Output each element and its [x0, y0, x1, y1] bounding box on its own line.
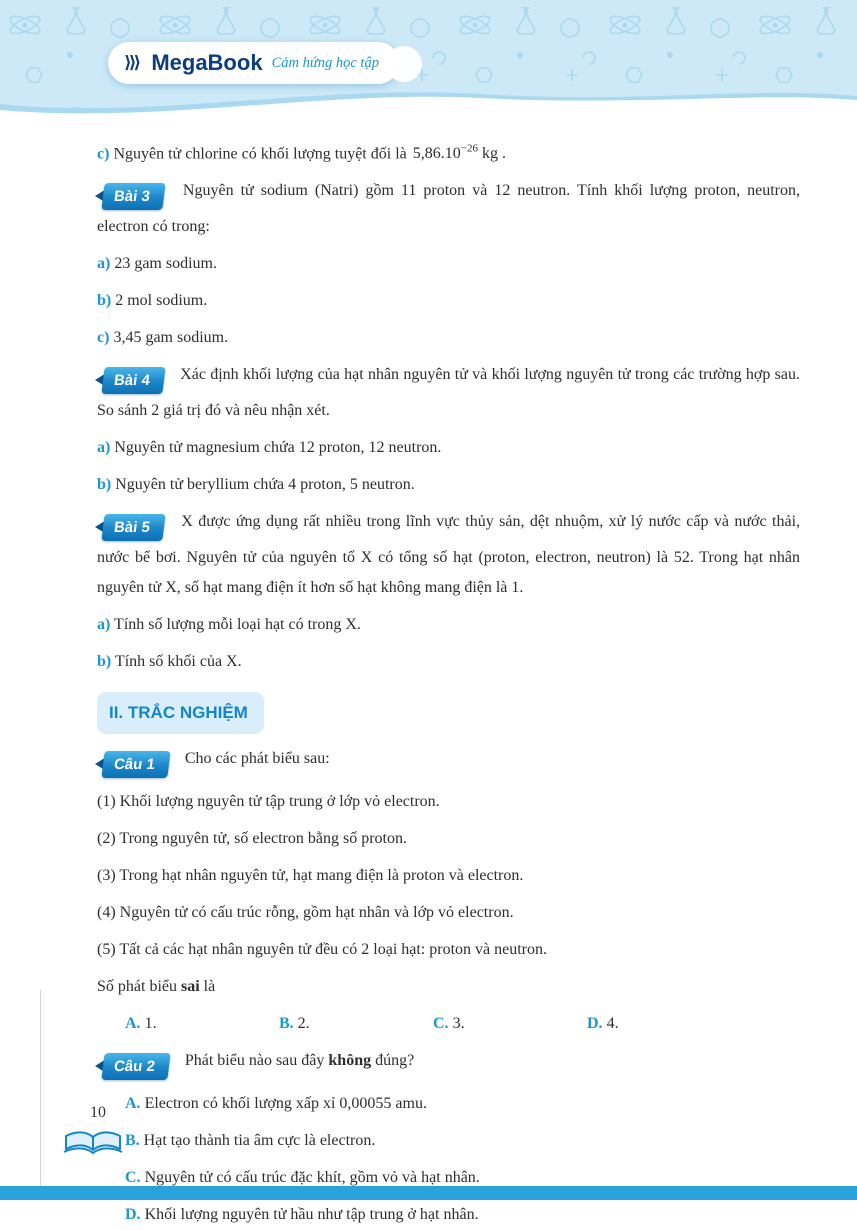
logo-title: MegaBook — [151, 50, 263, 75]
item-label: b) — [97, 476, 112, 494]
badge-cau-1 — [103, 750, 169, 780]
bai4-item-b — [97, 470, 800, 500]
page-header — [0, 0, 857, 122]
cau1-statement-3: (3) Trong hạt nhân nguyên tử, hạt mang điện là proton và electron. — [97, 867, 524, 885]
badge-bai-3 — [103, 182, 164, 212]
item-label: a) — [97, 616, 111, 634]
bold-word-sai: sai — [181, 978, 200, 996]
question-text: Cho các phát biểu sau: — [184, 750, 330, 768]
cau1-options-row — [97, 1009, 800, 1039]
open-book-icon — [62, 1128, 124, 1158]
badge-label: Bài 5 — [101, 514, 165, 541]
item-text: Tính số lượng mỗi loại hạt có trong X. — [114, 616, 361, 634]
item-label: c) — [97, 145, 110, 163]
page-number: 10 — [90, 1104, 106, 1121]
bai3-item-c — [97, 323, 800, 353]
bai5-item-a — [97, 610, 800, 640]
item-text: 23 gam sodium. — [114, 255, 217, 273]
item-c-chlorine — [97, 134, 800, 169]
item-label: c) — [97, 329, 110, 347]
badge-label: Câu 1 — [101, 751, 170, 778]
bai3-item-a — [97, 249, 800, 279]
page-content — [0, 122, 857, 1230]
cau2-option-d: D. Khối lượng nguyên tử hầu như tập trung ở hạt nhân. — [125, 1206, 479, 1224]
bai3-item-b — [97, 286, 800, 316]
exercise-bai4 — [97, 360, 800, 426]
cau1-question-line: Số phát biểu sai là — [97, 978, 216, 996]
option-a: A. 1. — [125, 1015, 157, 1033]
item-label: a) — [97, 439, 111, 457]
logo-tagline: Cảm hứng học tập — [271, 54, 379, 71]
item-text: Nguyên tử magnesium chứa 12 proton, 12 neutron. — [114, 439, 442, 457]
badge-cau-2 — [103, 1052, 169, 1082]
item-text: 3,45 gam sodium. — [113, 329, 229, 347]
item-label: b) — [97, 292, 112, 310]
exercise-text: Xác định khối lượng của hạt nhân nguyên tử và khối lượng nguyên tử trong các trường hợp sau. So sánh 2 giá trị đó và nêu nhận xét. — [97, 366, 801, 420]
megabook-logo — [108, 42, 399, 84]
cau1-statement-2: (2) Trong nguyên tử, số electron bằng số proton. — [97, 830, 407, 848]
option-c: C. 3. — [433, 1015, 465, 1033]
option-b: B. 2. — [279, 1015, 310, 1033]
question-cau1 — [97, 744, 800, 780]
exercise-text: Nguyên tử sodium (Natri) gồm 11 proton và 12 neutron. Tính khối lượng proton, neutron, electron có trong: — [97, 182, 801, 236]
bold-word-khong: không — [328, 1052, 372, 1070]
cau2-option-b: B. Hạt tạo thành tia âm cực là electron. — [125, 1132, 376, 1150]
item-text: 2 mol sodium. — [115, 292, 208, 310]
logo-dot-circle — [386, 46, 422, 82]
logo-chevrons-icon: ⟩⟩⟩ — [124, 53, 139, 73]
mass-value: $5,86.10^{-26}$ kg . — [412, 143, 506, 163]
item-label: a) — [97, 255, 111, 273]
page-crease-line — [40, 990, 41, 1186]
item-text: Nguyên tử beryllium chứa 4 proton, 5 neutron. — [115, 476, 415, 494]
badge-label: Câu 2 — [101, 1053, 170, 1080]
badge-label: Bài 3 — [101, 183, 165, 210]
item-label: b) — [97, 653, 112, 671]
option-d: D. 4. — [587, 1015, 619, 1033]
section-heading-row — [97, 684, 800, 744]
badge-bai-4 — [103, 366, 164, 396]
item-text: Tính số khối của X. — [114, 653, 242, 671]
cau2-option-a: A. Electron có khối lượng xấp xỉ 0,00055 amu. — [125, 1095, 427, 1113]
section-title-trac-nghiem: II. TRẮC NGHIỆM — [97, 692, 264, 734]
cau2-option-c: C. Nguyên tử có cấu trúc đặc khít, gồm vỏ và hạt nhân. — [125, 1169, 480, 1187]
cau1-statement-5: (5) Tất cả các hạt nhân nguyên tử đều có 2 loại hạt: proton và neutron. — [97, 941, 547, 959]
cau1-statement-1: (1) Khối lượng nguyên tử tập trung ở lớp vỏ electron. — [97, 793, 440, 811]
bai4-item-a — [97, 433, 800, 463]
bai5-item-b — [97, 647, 800, 677]
exercise-bai5 — [97, 507, 800, 603]
question-cau2: Câu 2 Phát biểu nào sau đây không đúng? — [97, 1046, 800, 1082]
badge-label: Bài 4 — [101, 367, 165, 394]
badge-bai-5 — [103, 513, 164, 543]
exercise-text: X được ứng dụng rất nhiều trong lĩnh vực thủy sản, dệt nhuộm, xử lý nước cấp và nước thải, nước bể bơi. Nguyên tử của nguyên tố X có tổng số hạt (proton, electron, neutron) là 52. Trong hạt nhân nguyên tử X, số hạt mang điện ít hơn số hạt không mang điện là 1. — [97, 513, 801, 597]
exercise-bai3 — [97, 176, 800, 242]
cau1-statement-4: (4) Nguyên tử có cấu trúc rỗng, gồm hạt nhân và lớp vỏ electron. — [97, 904, 514, 922]
bottom-bar — [0, 1186, 857, 1200]
item-text: Nguyên tử chlorine có khối lượng tuyệt đối là — [113, 145, 407, 163]
